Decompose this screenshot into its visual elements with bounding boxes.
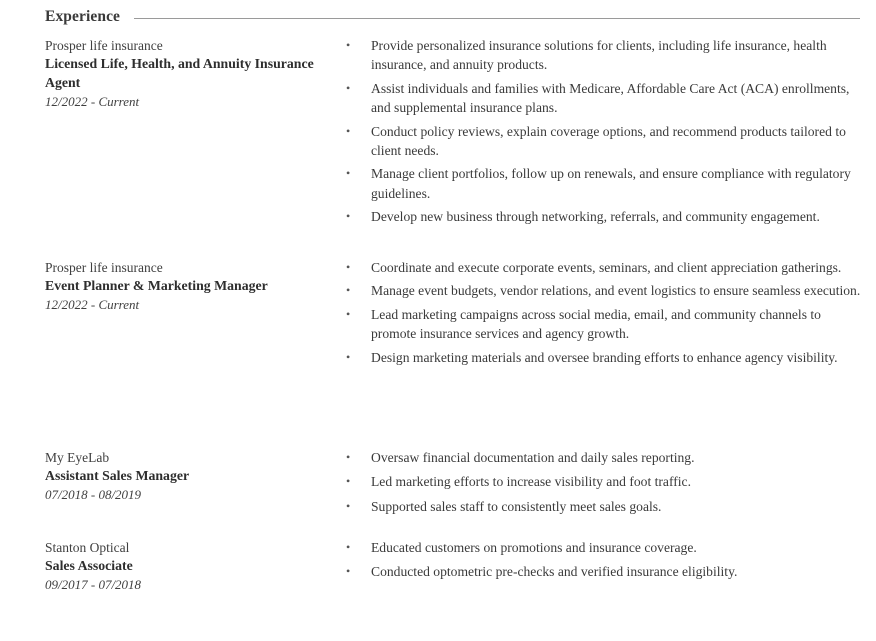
employment-dates: 09/2017 - 07/2018 [45,577,142,592]
list-item [343,562,868,581]
bullet-icon: • [346,166,351,181]
experience-entry-meta [45,538,335,594]
responsibility-list [343,258,868,367]
bullet-icon: • [346,123,351,138]
employment-dates: 12/2022 - Current [45,94,140,109]
list-item-text: Conduct policy reviews, explain coverage options, and recommend products tailored to client needs. [371,123,846,159]
list-item-text: Coordinate and execute corporate events, seminars, and client appreciation gatherings. [371,260,842,275]
employment-dates: 07/2018 - 08/2019 [45,487,142,502]
company-name: Prosper life insurance [45,38,163,53]
list-item-text: Educated customers on promotions and insurance coverage. [371,540,697,555]
experience-entry [0,538,876,608]
job-title: Sales Associate [45,558,133,573]
bullet-icon: • [346,260,351,274]
bullet-icon: • [346,38,351,52]
section-header [0,0,876,26]
employment-dates: 12/2022 - Current [45,297,140,312]
job-title: Event Planner & Marketing Manager [45,278,268,293]
bullet-icon: • [346,540,351,554]
list-item-text: Conducted optometric pre-checks and verified insurance eligibility. [371,564,738,580]
experience-entry-details [335,258,868,371]
list-item [343,122,868,161]
list-item-text: Provide personalized insurance solutions for clients, including life insurance, health insurance, and annuity products. [371,38,827,73]
list-item [343,538,868,557]
bullet-icon: • [346,283,351,298]
job-title: Licensed Life, Health, and Annuity Insurance Agent [45,56,314,90]
list-item-text: Lead marketing campaigns across social media, email, and community channels to promote insurance services and agency growth. [371,306,821,342]
company-name: My EyeLab [45,450,110,465]
list-item-text: Led marketing efforts to increase visibility and foot traffic. [371,474,691,490]
experience-entry [0,258,876,448]
list-item [343,207,868,226]
list-item-text: Manage client portfolios, follow up on renewals, and ensure compliance with regulatory guidelines. [371,166,851,201]
bullet-icon: • [346,209,351,224]
list-item [343,79,868,118]
job-title: Assistant Sales Manager [45,468,190,483]
responsibility-list [343,538,868,582]
list-item [343,258,868,277]
bullet-icon: • [346,80,351,95]
bullet-icon: • [346,564,351,579]
experience-entry [0,26,876,258]
experience-entry-meta [45,258,335,314]
list-item [343,348,868,367]
experience-list [0,26,876,608]
experience-entry-meta [45,448,335,504]
list-item [343,305,868,344]
company-name: Prosper life insurance [45,260,163,275]
list-item-text: Supported sales staff to consistently meet sales goals. [371,498,662,514]
experience-entry-meta [45,26,335,111]
company-name: Stanton Optical [45,540,130,555]
experience-entry-details [335,448,868,521]
list-item [343,497,868,516]
list-item-text: Oversaw financial documentation and daily sales reporting. [371,450,695,465]
bullet-icon: • [346,498,351,513]
bullet-icon: • [346,474,351,489]
list-item [343,281,868,300]
list-item [343,448,868,467]
list-item-text: Design marketing materials and oversee branding efforts to enhance agency visibility. [371,349,838,365]
experience-entry-details [335,26,868,231]
list-item-text: Develop new business through networking, referrals, and community engagement. [371,209,820,225]
responsibility-list [343,448,868,516]
page-title: Experience [45,8,121,25]
list-item [343,36,868,75]
experience-entry-details [335,538,868,587]
list-item-text: Manage event budgets, vendor relations, and event logistics to ensure seamless execution. [371,283,861,299]
section-divider [134,18,860,19]
responsibility-list [343,36,868,227]
list-item [343,164,868,203]
bullet-icon: • [346,306,351,321]
bullet-icon: • [346,450,351,464]
experience-entry [0,448,876,538]
bullet-icon: • [346,349,351,364]
list-item-text: Assist individuals and families with Medicare, Affordable Care Act (ACA) enrollments, and supplemental insurance plans. [371,80,850,116]
list-item [343,472,868,491]
